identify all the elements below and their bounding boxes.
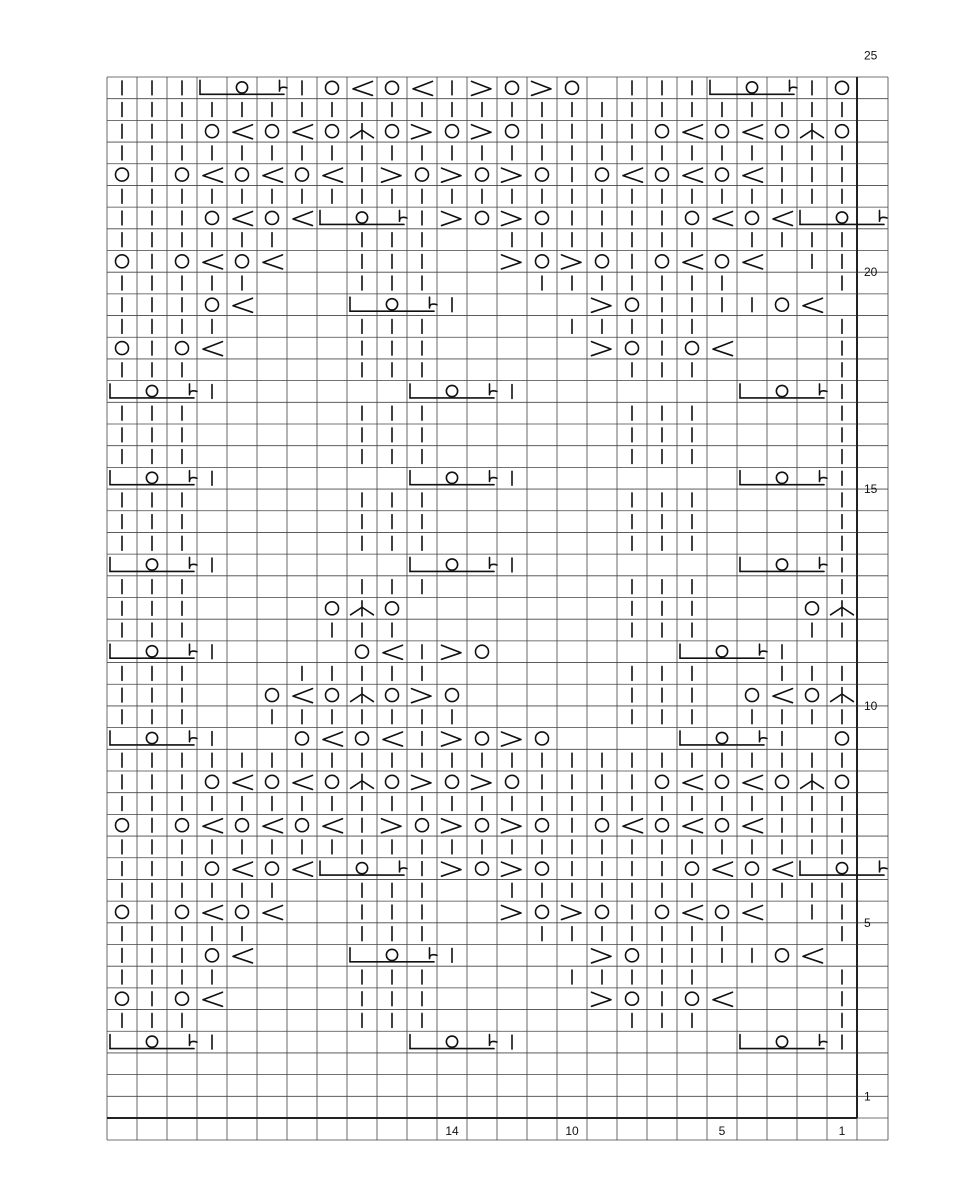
yarn-over-symbol [595,905,608,918]
right-decrease-symbol [412,775,432,789]
yarn-over-symbol [175,905,188,918]
left-decrease-symbol [803,298,823,312]
yarn-over-symbol [265,125,278,138]
cable-symbol [110,557,197,571]
cable-symbol [110,471,197,485]
yarn-over-symbol [205,211,218,224]
right-decrease-symbol [442,862,462,876]
column-number-label: 10 [565,1124,579,1138]
yarn-over-symbol [115,819,128,832]
left-decrease-symbol [713,862,733,876]
yarn-over-symbol [205,949,218,962]
yarn-over-symbol [775,775,788,788]
left-decrease-symbol [323,168,343,182]
left-decrease-symbol [713,211,733,225]
yarn-over-symbol [235,255,248,268]
yarn-over-symbol [805,602,818,615]
cable-symbol [200,80,287,94]
cable-symbol [710,80,797,94]
yarn-over-symbol [115,168,128,181]
yarn-over-symbol [715,125,728,138]
yarn-over-symbol [505,125,518,138]
chart-grid [107,77,888,1140]
yarn-over-symbol [235,168,248,181]
right-decrease-symbol [502,211,522,225]
yarn-over-symbol [115,342,128,355]
left-decrease-symbol [803,949,823,963]
yarn-over-symbol [205,862,218,875]
yarn-over-symbol [535,732,548,745]
yarn-over-symbol [625,992,638,1005]
yarn-over-symbol [175,255,188,268]
left-decrease-symbol [203,992,223,1006]
right-decrease-symbol [442,168,462,182]
left-decrease-symbol [203,905,223,919]
right-decrease-symbol [382,819,402,833]
column-number-label: 5 [718,1124,726,1138]
yarn-over-symbol [715,255,728,268]
yarn-over-symbol [505,81,518,94]
yarn-over-symbol [775,125,788,138]
right-decrease-symbol [382,168,402,182]
yarn-over-symbol [325,81,338,94]
left-decrease-symbol [233,298,253,312]
right-decrease-symbol [592,342,612,356]
yarn-over-symbol [475,819,488,832]
yarn-over-symbol [235,905,248,918]
yarn-over-symbol [775,298,788,311]
right-decrease-symbol [502,862,522,876]
right-decrease-symbol [472,125,492,139]
right-decrease-symbol [562,905,582,919]
yarn-over-symbol [655,168,668,181]
left-decrease-symbol [203,255,223,269]
yarn-over-symbol [745,211,758,224]
left-decrease-symbol [623,168,643,182]
cable-symbol [410,557,497,571]
cable-symbol [410,384,497,398]
left-decrease-symbol [743,775,763,789]
left-decrease-symbol [293,689,313,703]
yarn-over-symbol [205,775,218,788]
yarn-over-symbol [835,81,848,94]
yarn-over-symbol [535,211,548,224]
row-number-label: 15 [864,482,878,497]
yarn-over-symbol [385,689,398,702]
row-number-label: 1 [864,1089,871,1104]
left-decrease-symbol [233,125,253,139]
yarn-over-symbol [265,862,278,875]
yarn-over-symbol [385,125,398,138]
left-decrease-symbol [293,125,313,139]
yarn-over-symbol [445,775,458,788]
yarn-over-symbol [745,862,758,875]
yarn-over-symbol [745,689,758,702]
right-decrease-symbol [472,775,492,789]
yarn-over-symbol [175,168,188,181]
yarn-over-symbol [715,905,728,918]
left-decrease-symbol [233,775,253,789]
yarn-over-symbol [325,602,338,615]
left-decrease-symbol [683,775,703,789]
left-decrease-symbol [683,168,703,182]
yarn-over-symbol [175,342,188,355]
cable-symbol [740,471,827,485]
yarn-over-symbol [115,905,128,918]
left-decrease-symbol [203,168,223,182]
yarn-over-symbol [685,211,698,224]
yarn-over-symbol [295,819,308,832]
right-decrease-symbol [412,125,432,139]
left-decrease-symbol [773,689,793,703]
left-decrease-symbol [263,819,283,833]
yarn-over-symbol [775,949,788,962]
right-decrease-symbol [592,949,612,963]
right-decrease-symbol [592,992,612,1006]
row-number-label: 20 [864,265,878,280]
yarn-over-symbol [595,819,608,832]
left-decrease-symbol [683,819,703,833]
cable-symbol [740,557,827,571]
right-decrease-symbol [502,732,522,746]
yarn-over-symbol [715,819,728,832]
left-decrease-symbol [203,342,223,356]
column-number-label: 14 [445,1124,459,1138]
yarn-over-symbol [805,689,818,702]
right-decrease-symbol [502,819,522,833]
left-decrease-symbol [233,949,253,963]
right-decrease-symbol [502,905,522,919]
right-decrease-symbol [412,689,432,703]
yarn-over-symbol [535,168,548,181]
yarn-over-symbol [295,732,308,745]
left-decrease-symbol [713,992,733,1006]
right-decrease-symbol [592,298,612,312]
yarn-over-symbol [415,168,428,181]
yarn-over-symbol [685,992,698,1005]
yarn-over-symbol [325,775,338,788]
yarn-over-symbol [115,992,128,1005]
left-decrease-symbol [713,342,733,356]
yarn-over-symbol [655,775,668,788]
cable-symbol [110,731,197,745]
yarn-over-symbol [475,862,488,875]
left-decrease-symbol [233,862,253,876]
right-decrease-symbol [472,81,492,95]
yarn-over-symbol [445,125,458,138]
left-decrease-symbol [293,775,313,789]
right-decrease-symbol [442,645,462,659]
left-decrease-symbol [743,255,763,269]
left-decrease-symbol [353,81,373,95]
left-decrease-symbol [293,211,313,225]
yarn-over-symbol [685,342,698,355]
cable-symbol [350,297,437,311]
cable-symbol [410,1035,497,1049]
yarn-over-symbol [715,775,728,788]
yarn-over-symbol [625,298,638,311]
yarn-over-symbol [175,819,188,832]
yarn-over-symbol [535,862,548,875]
yarn-over-symbol [835,775,848,788]
column-number-label: 1 [838,1124,846,1138]
cable-symbol [800,861,887,875]
left-decrease-symbol [293,862,313,876]
right-decrease-symbol [442,211,462,225]
left-decrease-symbol [743,819,763,833]
cable-symbol [110,384,197,398]
left-decrease-symbol [263,168,283,182]
cable-symbol [320,210,407,224]
yarn-over-symbol [265,211,278,224]
yarn-over-symbol [835,732,848,745]
yarn-over-symbol [205,298,218,311]
left-decrease-symbol [323,819,343,833]
left-decrease-symbol [743,905,763,919]
yarn-over-symbol [295,168,308,181]
yarn-over-symbol [235,819,248,832]
yarn-over-symbol [475,211,488,224]
left-decrease-symbol [683,905,703,919]
left-decrease-symbol [263,905,283,919]
yarn-over-symbol [415,819,428,832]
yarn-over-symbol [625,342,638,355]
left-decrease-symbol [383,732,403,746]
row-number-label: 25 [864,48,878,63]
cable-symbol [110,644,197,658]
left-decrease-symbol [773,211,793,225]
row-number-label: 5 [864,915,871,930]
yarn-over-symbol [265,775,278,788]
yarn-over-symbol [385,775,398,788]
left-decrease-symbol [203,819,223,833]
right-decrease-symbol [442,732,462,746]
right-decrease-symbol [532,81,552,95]
cable-symbol [680,731,767,745]
yarn-over-symbol [325,125,338,138]
yarn-over-symbol [655,905,668,918]
yarn-over-symbol [475,168,488,181]
cable-symbol [320,861,407,875]
yarn-over-symbol [265,689,278,702]
right-decrease-symbol [562,255,582,269]
left-decrease-symbol [743,125,763,139]
yarn-over-symbol [535,905,548,918]
cable-symbol [350,948,437,962]
right-decrease-symbol [442,819,462,833]
left-decrease-symbol [623,819,643,833]
cable-symbol [800,210,887,224]
left-decrease-symbol [383,645,403,659]
yarn-over-symbol [175,992,188,1005]
yarn-over-symbol [205,125,218,138]
yarn-over-symbol [355,732,368,745]
left-decrease-symbol [263,255,283,269]
chart-symbols [110,80,887,1049]
left-decrease-symbol [413,81,433,95]
yarn-over-symbol [655,125,668,138]
cable-symbol [110,1035,197,1049]
yarn-over-symbol [385,81,398,94]
right-decrease-symbol [502,168,522,182]
yarn-over-symbol [655,255,668,268]
left-decrease-symbol [233,211,253,225]
yarn-over-symbol [385,602,398,615]
cable-symbol [410,471,497,485]
yarn-over-symbol [535,819,548,832]
yarn-over-symbol [355,645,368,658]
left-decrease-symbol [683,255,703,269]
left-decrease-symbol [323,732,343,746]
left-decrease-symbol [683,125,703,139]
yarn-over-symbol [475,732,488,745]
yarn-over-symbol [565,81,578,94]
yarn-over-symbol [685,862,698,875]
yarn-over-symbol [715,168,728,181]
yarn-over-symbol [655,819,668,832]
right-decrease-symbol [502,255,522,269]
cable-symbol [740,384,827,398]
yarn-over-symbol [475,645,488,658]
yarn-over-symbol [325,689,338,702]
left-decrease-symbol [773,862,793,876]
yarn-over-symbol [625,949,638,962]
yarn-over-symbol [505,775,518,788]
yarn-over-symbol [595,255,608,268]
yarn-over-symbol [535,255,548,268]
yarn-over-symbol [595,168,608,181]
yarn-over-symbol [115,255,128,268]
cable-symbol [680,644,767,658]
row-number-label: 10 [864,698,878,713]
left-decrease-symbol [743,168,763,182]
cable-symbol [740,1035,827,1049]
yarn-over-symbol [835,125,848,138]
yarn-over-symbol [445,689,458,702]
